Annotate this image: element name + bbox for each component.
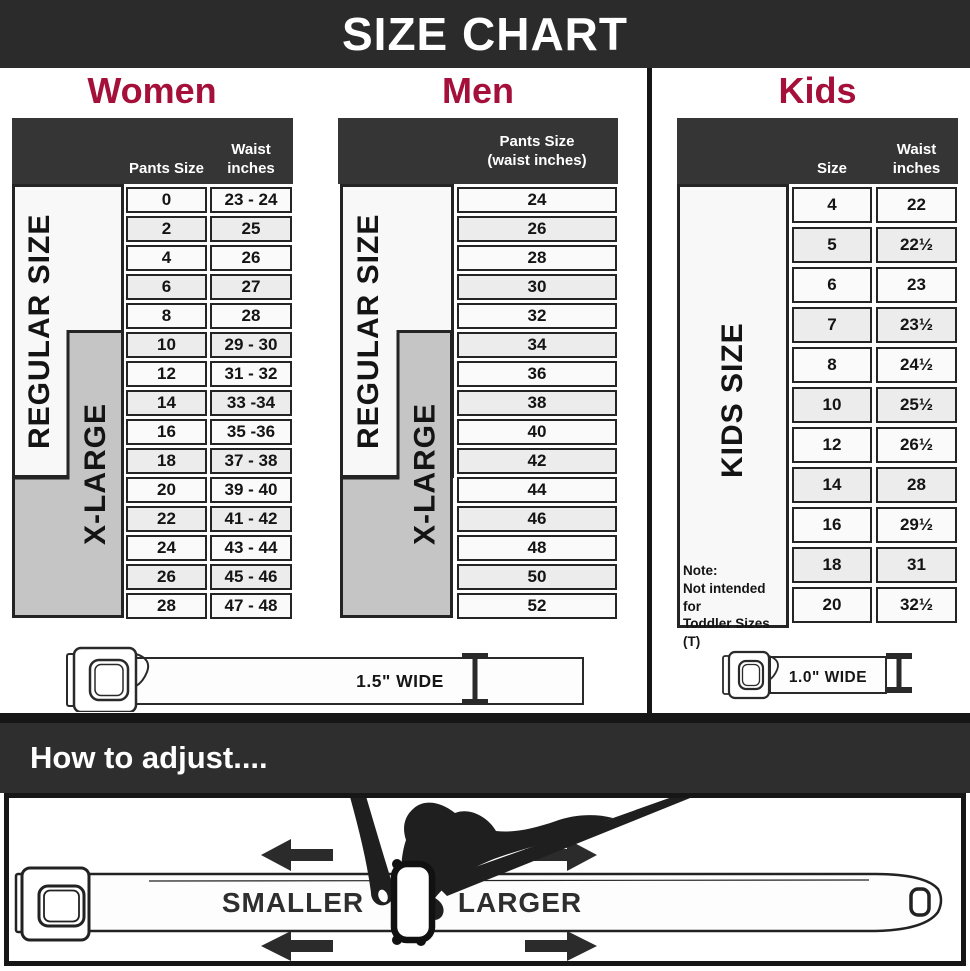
page-title: SIZE CHART — [0, 0, 970, 68]
how-to-adjust-heading: How to adjust.... — [30, 740, 268, 775]
women-waist-cell: 47 - 48 — [210, 593, 292, 619]
women-waist-cell: 45 - 46 — [210, 564, 292, 590]
section-divider — [647, 68, 652, 713]
larger-label: LARGER — [457, 887, 583, 918]
men-pants-size-cell: 36 — [457, 361, 617, 387]
kids-note — [683, 562, 787, 651]
kids-size-label: KIDS SIZE — [716, 322, 749, 478]
adult-belt-width-label: 1.5" WIDE — [356, 671, 444, 691]
women-pants-size-cell: 28 — [126, 593, 207, 619]
kids-note-line2: Not intended for — [683, 580, 766, 614]
men-pants-size-cell: 40 — [457, 419, 617, 445]
women-col2-header: Waist inches — [227, 141, 275, 177]
kids-note-line1: Note: — [683, 563, 718, 578]
kids-waist-cell: 22½ — [876, 227, 957, 263]
women-pants-size-cell: 20 — [126, 477, 207, 503]
kids-waist-cell: 31 — [876, 547, 957, 583]
men-section-title: Men — [442, 70, 514, 111]
horizontal-divider-bar — [0, 713, 970, 723]
adjust-illustration — [9, 798, 961, 961]
arrow-left-top-icon — [261, 839, 333, 871]
women-waist-cell: 28 — [210, 303, 292, 329]
arrow-right-bottom-icon — [525, 931, 597, 961]
kids-size-cell: 8 — [792, 347, 872, 383]
men-pants-size-cell: 30 — [457, 274, 617, 300]
men-pants-size-cell: 50 — [457, 564, 617, 590]
kids-size-cell: 16 — [792, 507, 872, 543]
kids-waist-cell: 23 — [876, 267, 957, 303]
women-waist-cell: 39 - 40 — [210, 477, 292, 503]
kids-size-cell: 7 — [792, 307, 872, 343]
women-pants-size-cell: 12 — [126, 361, 207, 387]
kids-size-cell: 5 — [792, 227, 872, 263]
women-pants-size-cell: 18 — [126, 448, 207, 474]
kids-size-cell: 14 — [792, 467, 872, 503]
kids-note-line3: Toddler Sizes (T) — [683, 616, 770, 650]
women-waist-cell: 23 - 24 — [210, 187, 292, 213]
kids-width-ibeam-icon — [886, 653, 912, 693]
women-pants-size-cell: 0 — [126, 187, 207, 213]
men-pants-size-cell: 32 — [457, 303, 617, 329]
men-pants-size-cell: 44 — [457, 477, 617, 503]
women-pants-size-cell: 22 — [126, 506, 207, 532]
men-pants-size-cell: 46 — [457, 506, 617, 532]
women-pants-size-cell: 10 — [126, 332, 207, 358]
women-waist-cell: 31 - 32 — [210, 361, 292, 387]
women-waist-cell: 43 - 44 — [210, 535, 292, 561]
kids-waist-cell: 29½ — [876, 507, 957, 543]
kids-waist-cell: 26½ — [876, 427, 957, 463]
women-waist-cell: 26 — [210, 245, 292, 271]
women-xlarge-label: X-LARGE — [79, 403, 112, 545]
belt-slider — [392, 859, 432, 946]
women-pants-size-cell: 8 — [126, 303, 207, 329]
men-pants-size-cell: 24 — [457, 187, 617, 213]
women-waist-cell: 33 -34 — [210, 390, 292, 416]
women-regular-size-label: REGULAR SIZE — [23, 213, 56, 449]
kids-waist-cell: 23½ — [876, 307, 957, 343]
arrow-left-bottom-icon — [261, 931, 333, 961]
men-pants-size-cell: 38 — [457, 390, 617, 416]
women-pants-size-cell: 2 — [126, 216, 207, 242]
kids-col2-header: Waist inches — [892, 141, 941, 177]
kids-belt-width-label: 1.0" WIDE — [788, 669, 868, 686]
kids-col1-header: Size — [816, 160, 847, 177]
men-pants-size-cell: 42 — [457, 448, 617, 474]
men-pants-size-cell: 26 — [457, 216, 617, 242]
women-waist-cell: 25 — [210, 216, 292, 242]
kids-waist-cell: 28 — [876, 467, 957, 503]
women-waist-cell: 35 -36 — [210, 419, 292, 445]
women-pants-size-cell: 26 — [126, 564, 207, 590]
kids-belt-illustration — [700, 642, 940, 704]
adjust-illustration-panel — [4, 793, 966, 966]
belt-tip-hole — [911, 889, 929, 915]
kids-size-cell: 12 — [792, 427, 872, 463]
men-pants-size-cell: 48 — [457, 535, 617, 561]
women-waist-cell: 41 - 42 — [210, 506, 292, 532]
men-regular-size-label: REGULAR SIZE — [352, 213, 385, 449]
how-to-adjust-banner — [0, 723, 970, 793]
women-pants-size-cell: 16 — [126, 419, 207, 445]
kids-section-title: Kids — [778, 70, 857, 111]
men-xlarge-label: X-LARGE — [408, 403, 442, 545]
smaller-label: SMALLER — [221, 887, 365, 918]
kids-size-cell: 4 — [792, 187, 872, 223]
women-waist-cell: 37 - 38 — [210, 448, 292, 474]
kids-waist-cell: 32½ — [876, 587, 957, 623]
kids-size-cell: 20 — [792, 587, 872, 623]
women-pants-size-cell: 6 — [126, 274, 207, 300]
kids-waist-cell: 25½ — [876, 387, 957, 423]
adult-belt-illustration — [10, 628, 610, 712]
kids-size-cell: 6 — [792, 267, 872, 303]
kids-waist-cell: 22 — [876, 187, 957, 223]
men-col-header-line2: (waist inches) — [487, 152, 587, 169]
women-waist-cell: 27 — [210, 274, 292, 300]
kids-size-cell: 18 — [792, 547, 872, 583]
women-col1-header: Pants Size — [128, 160, 205, 177]
men-pants-size-cell: 34 — [457, 332, 617, 358]
kids-size-cell: 10 — [792, 387, 872, 423]
women-waist-cell: 29 - 30 — [210, 332, 292, 358]
women-pants-size-cell: 4 — [126, 245, 207, 271]
men-pants-size-cell: 52 — [457, 593, 617, 619]
men-pants-size-cell: 28 — [457, 245, 617, 271]
women-pants-size-cell: 14 — [126, 390, 207, 416]
men-col-header-line1: Pants Size — [499, 133, 575, 150]
women-section-title: Women — [87, 70, 217, 111]
kids-waist-cell: 24½ — [876, 347, 957, 383]
women-pants-size-cell: 24 — [126, 535, 207, 561]
